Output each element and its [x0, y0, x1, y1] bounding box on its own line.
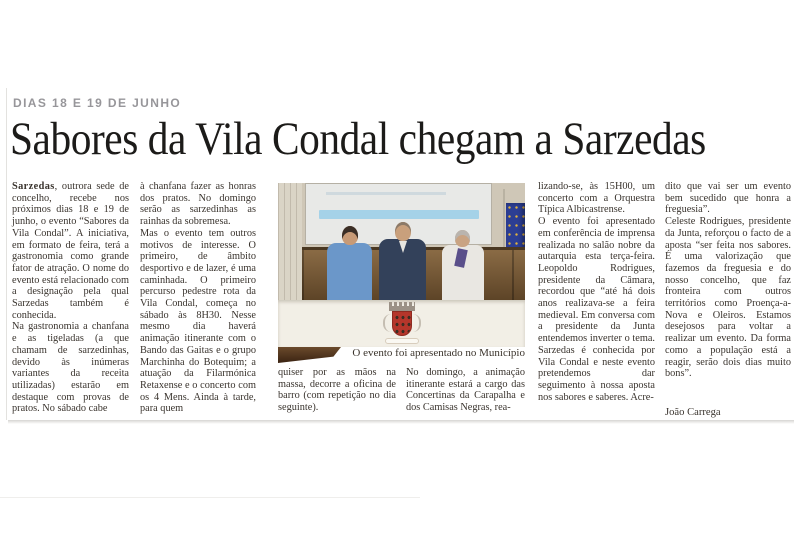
article-paragraph: dito que vai ser um evento bem sucedido que honra a freguesia”.	[665, 181, 791, 216]
article-column-3	[278, 367, 396, 414]
article-column-2	[140, 181, 256, 415]
article-paragraph: Celeste Rodrigues, presidente da Junta, reforçou o facto de a aposta “ser feita nos sabores. É uma valorização que fazemos da freguesia e do nosso concelho, que faz fronteira com outros territórios como Proença-a-Nova e Oleiros. Estamos desejosos para voltar a realizar um evento. Da forma como a população está a reagir, serão dois dias muito bons”.	[665, 216, 791, 380]
article-column-4	[406, 367, 525, 414]
crest-scroll	[385, 338, 419, 344]
slide-title-line	[326, 192, 446, 195]
clipping-bottom-shadow	[8, 420, 794, 424]
slide-blue-bar	[319, 210, 479, 219]
person-left-torso	[327, 243, 372, 300]
article-column-1	[12, 181, 129, 415]
crest-flourish-right	[411, 314, 421, 332]
wall-pilaster	[278, 183, 302, 300]
clipping-lower-fold-line	[0, 497, 420, 498]
article-paragraph: No domingo, a animação itinerante estará a cargo das Concertinas da Carapalha e dos Camisas Negras, rea-	[406, 367, 525, 414]
section-kicker: DIAS 18 E 19 DE JUNHO	[13, 96, 182, 110]
person-center-head	[395, 222, 411, 241]
article-paragraph: quiser por as mãos na massa, decorre a oficina de barro (com repetição no dia seguinte).	[278, 367, 396, 414]
article-byline: João Carrega	[665, 407, 721, 418]
photo-table-corner	[278, 347, 341, 363]
article-paragraph: Na gastronomia a chanfana e as tigeladas (a que chamam de sarzedinhas, devido às inúmeras variantes da receita utilizadas) estarão em destaque com provas de pratos. No sábado cabe	[12, 321, 129, 415]
article-paragraph: O evento foi apresentado em conferência de imprensa realizada no salão nobre da autarquia esta terça-feira. Leopoldo Rodrigues, presidente da Câmara, recordou que “até há dois anos realizava-se a feira medieval. Em conversa com a presidente da Junta entendemos inverter o tema. Sarzedas é conhecida por Vila Condal e neste evento pretendemos dar seguimento à nossa aposta nos sabores e saberes. Acre-	[538, 216, 655, 403]
sarzedas-coat-of-arms	[383, 302, 421, 345]
article-photo	[278, 183, 525, 347]
article-paragraph: Sarzedas, outrora sede de concelho, recebe nos próximos dias 18 e 19 de junho, o evento “Sabores da Vila Condal”. A iniciativa, em formato de feira, terá a gastronomia como grande fator de atração. O nome do evento está relacionado com a designação pela qual Sarzedas também é conhecida.	[12, 181, 129, 321]
article-column-5	[538, 181, 655, 403]
article-paragraph: Mas o evento tem outros motivos de interesse. O primeiro, de âmbito desportivo e de lazer, é uma caminhada. O primeiro percurso pedestre rota da Vila Condal, começa no sábado às 8H30. Nesse mesmo dia haverá animação itinerante com o Bando das Gaitas e o grupo Marchinha do Botequim; a atuação da Filarmónica Retaxense e o concerto com os 4 Mens. Ainda à tarde, para quem	[140, 227, 256, 415]
lead-word: Sarzedas	[12, 181, 55, 192]
person-right-head	[455, 230, 470, 247]
photo-caption: O evento foi apresentado no Município	[352, 347, 525, 359]
article-paragraph: lizando-se, às 15H00, um concerto com a Orquestra Típica Albicastrense.	[538, 181, 655, 216]
article-paragraph: à chanfana fazer as honras dos pratos. No domingo serão as sarzedinhas as rainhas da sobremesa.	[140, 181, 256, 228]
person-left-head	[342, 226, 358, 245]
clipping-left-edge	[6, 88, 7, 420]
crest-shield	[392, 311, 412, 336]
article-column-6	[665, 181, 791, 380]
article-headline: Sabores da Vila Condal chegam a Sarzedas	[10, 113, 706, 165]
